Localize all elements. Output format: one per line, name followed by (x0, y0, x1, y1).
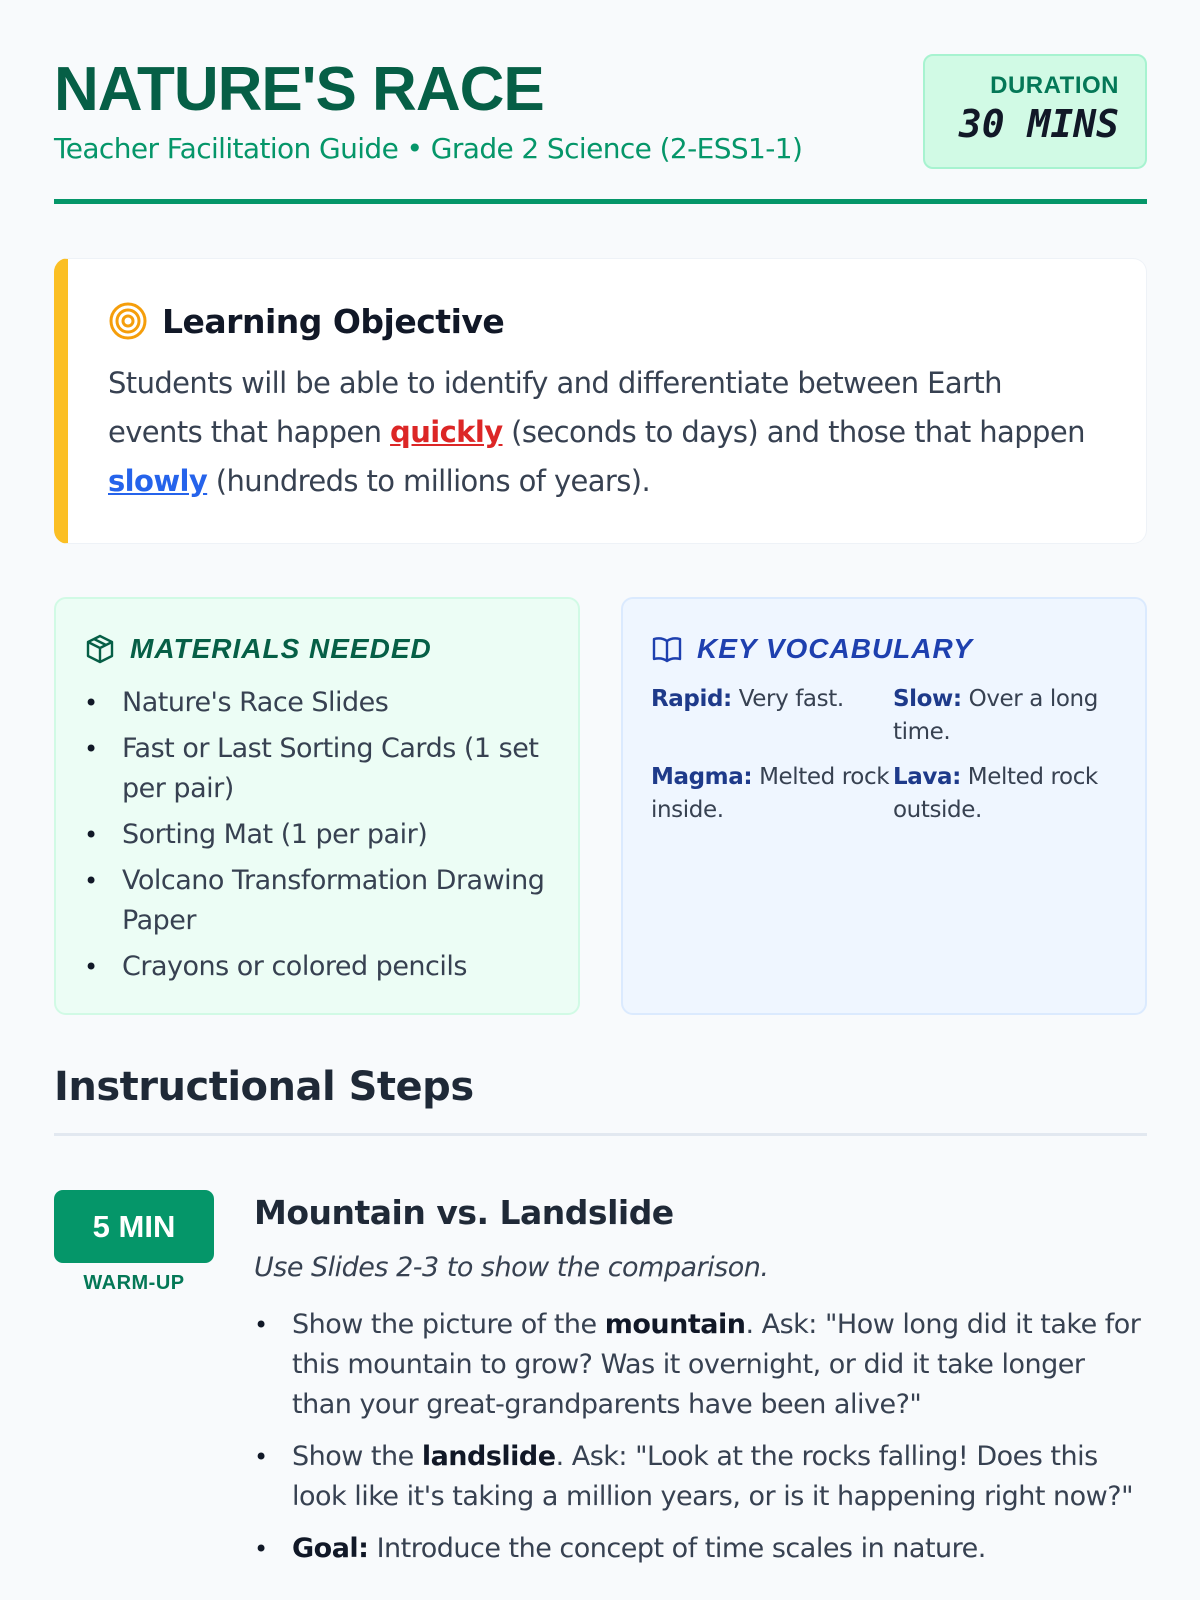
bullet-keyword: mountain (604, 1309, 746, 1340)
objective-text-part-1: Students will be able to identify and differentiate between Earth events that happen (108, 366, 1002, 449)
bullet-text: . Ask: "How long did it take for this mountain to grow? Was it overnight, or did it take longer than your great-grandparents have been alive?" (292, 1309, 1141, 1420)
vocab-term: Lava: (893, 764, 961, 790)
duration-badge (923, 54, 1147, 169)
list-item (254, 1305, 1147, 1425)
list-item: • Nature's Race Slides (84, 683, 550, 723)
keyword-quickly: quickly (390, 415, 503, 449)
materials-header (84, 629, 550, 669)
vocabulary-title: KEY VOCABULARY (697, 633, 973, 664)
learning-objective-card (54, 258, 1147, 544)
instructional-steps-heading: Instructional Steps (54, 1064, 1147, 1136)
step-title: Mountain vs. Landslide (254, 1193, 674, 1232)
step-phase-label: WARM-UP (83, 1272, 185, 1294)
bullet-keyword: landslide (421, 1441, 556, 1472)
list-item: • Fast or Last Sorting Cards (1 set per pair) (84, 729, 550, 809)
box-icon (84, 633, 116, 665)
keyword-slowly: slowly (108, 464, 208, 498)
list-item: • Crayons or colored pencils (84, 947, 550, 987)
duration-label: DURATION (990, 72, 1119, 99)
materials-title: MATERIALS NEEDED (130, 633, 432, 664)
objective-text (108, 359, 1102, 506)
vocab-term: Magma: (651, 764, 753, 790)
vocab-term-rapid (651, 683, 893, 749)
vocab-definition: Very fast. (731, 686, 844, 712)
objective-text-part-2: (seconds to days) and those that happen (502, 415, 1085, 449)
book-icon (651, 633, 683, 665)
bullet-text: Introduce the concept of time scales in nature. (368, 1533, 986, 1564)
bullet-text: . Ask: "Look at the rocks falling! Does this look like it's taking a million years, or is it happening right now?" (292, 1441, 1134, 1512)
list-item (254, 1529, 1147, 1569)
vocab-term-slow (893, 683, 1123, 749)
list-item: • Volcano Transformation Drawing Paper (84, 861, 550, 941)
vocab-term: Slow: (893, 686, 962, 712)
vocab-term-lava (893, 761, 1123, 827)
vocabulary-grid (651, 683, 1117, 827)
lesson-page (54, 0, 1147, 1564)
vocab-term-magma (651, 761, 893, 827)
target-icon (108, 301, 148, 341)
page-title: NATURE'S RACE (54, 55, 544, 124)
materials-card (54, 597, 580, 1015)
materials-list (84, 683, 550, 987)
vocab-definition: Melted rock inside. (651, 764, 890, 823)
objective-title: Learning Objective (162, 301, 505, 341)
step-time-badge: 5 MIN (54, 1190, 214, 1263)
duration-value: 30 MINS (958, 102, 1119, 146)
bullet-keyword: Goal: (292, 1533, 369, 1564)
list-item: • Sorting Mat (1 per pair) (84, 815, 550, 855)
list-item (254, 1437, 1147, 1517)
bullet-text: Show the picture of the (292, 1309, 605, 1340)
objective-header (108, 297, 1102, 345)
vocabulary-card (621, 597, 1147, 1015)
vocab-term: Rapid: (651, 686, 732, 712)
step-note: Use Slides 2-3 to show the comparison. (254, 1252, 769, 1283)
vocabulary-header (651, 629, 1117, 669)
step-body (254, 1190, 1147, 1581)
step-bullet-list (254, 1305, 1147, 1569)
vocab-definition: Melted rock outside. (893, 764, 1098, 823)
bullet-text: Show the (292, 1441, 422, 1472)
vocab-definition: Over a long time. (893, 686, 1098, 745)
page-subtitle: Teacher Facilitation Guide • Grade 2 Science (2-ESS1-1) (54, 132, 803, 165)
objective-text-part-3: (hundreds to millions of years). (207, 464, 651, 498)
page-header (54, 0, 1147, 204)
